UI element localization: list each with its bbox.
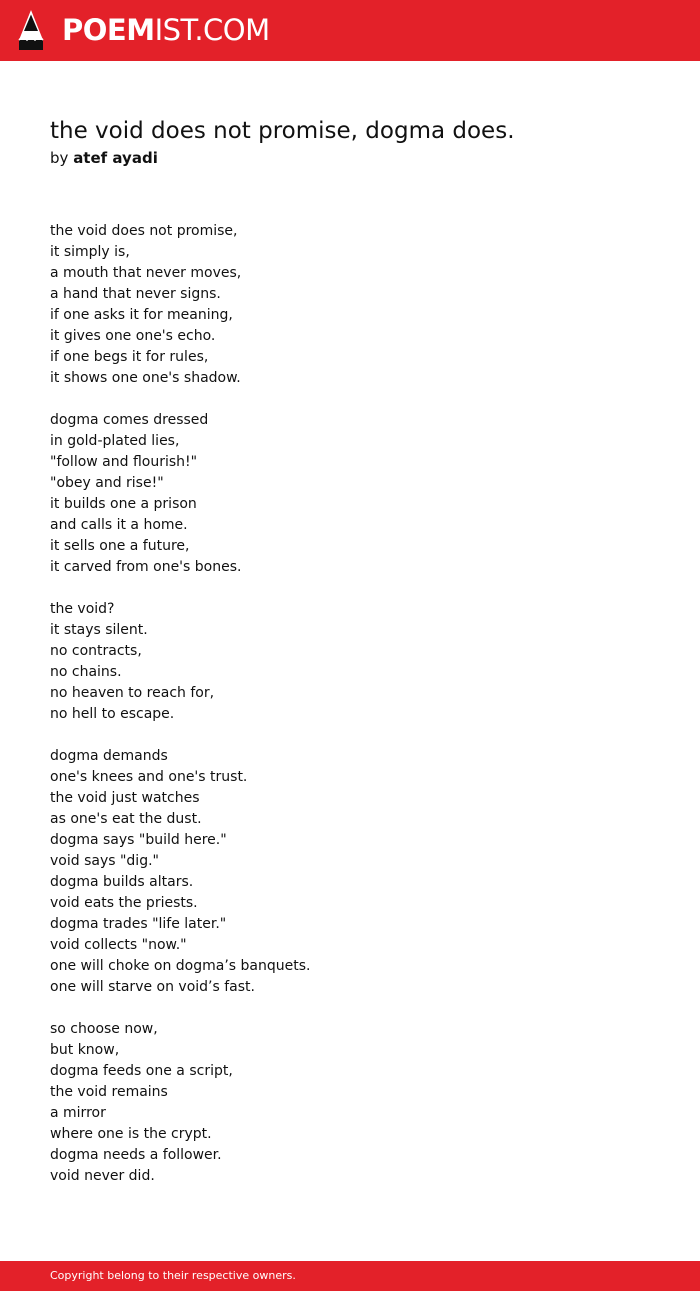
- poem-line: a mirror: [50, 1105, 106, 1121]
- stanza: [50, 1019, 670, 1187]
- poem-line: so choose now,: [50, 1021, 158, 1037]
- poem-line: it sells one a future,: [50, 538, 190, 554]
- site-footer: [0, 1261, 700, 1291]
- poem-title: the void does not promise, dogma does.: [50, 118, 515, 144]
- poem-body: [50, 221, 670, 1187]
- stanza: [50, 221, 670, 389]
- poem-line: void says "dig.": [50, 853, 159, 869]
- poem-line: dogma builds altars.: [50, 874, 194, 890]
- poem-line: it shows one one's shadow.: [50, 370, 241, 386]
- poem-line: a hand that never signs.: [50, 286, 221, 302]
- site-wordmark: [62, 9, 270, 51]
- poem-line: one will choke on dogma’s banquets.: [50, 958, 311, 974]
- poem-line: it carved from one's bones.: [50, 559, 242, 575]
- site-header: [0, 0, 700, 61]
- poem-line: a mouth that never moves,: [50, 265, 242, 281]
- poem-line: but know,: [50, 1042, 120, 1058]
- poem-line: if one begs it for rules,: [50, 349, 209, 365]
- stanza: [50, 410, 670, 578]
- poem-line: it builds one a prison: [50, 496, 197, 512]
- poem-line: as one's eat the dust.: [50, 811, 202, 827]
- stanza: [50, 599, 670, 725]
- poem-line: dogma feeds one a script,: [50, 1063, 233, 1079]
- poem-line: one's knees and one's trust.: [50, 769, 248, 785]
- poem-line: dogma trades "life later.": [50, 916, 227, 932]
- poem-line: one will starve on void’s fast.: [50, 979, 255, 995]
- stanza: [50, 746, 670, 998]
- poem-line: and calls it a home.: [50, 517, 188, 533]
- copyright-notice: Copyright belong to their respective owners.: [50, 1269, 296, 1282]
- poem-line: no hell to escape.: [50, 706, 175, 722]
- poem-line: void collects "now.": [50, 937, 187, 953]
- poem-line: the void just watches: [50, 790, 200, 806]
- poem-line: the void does not promise,: [50, 223, 238, 239]
- poem-line: no heaven to reach for,: [50, 685, 215, 701]
- wordmark-bold: POEM: [62, 13, 155, 47]
- site-logo-link[interactable]: [18, 9, 270, 51]
- poem-line: void eats the priests.: [50, 895, 198, 911]
- poem-line: "follow and flourish!": [50, 454, 198, 470]
- poem-line: it simply is,: [50, 244, 130, 260]
- poem-line: no contracts,: [50, 643, 142, 659]
- poem-line: the void remains: [50, 1084, 168, 1100]
- poem-line: the void?: [50, 601, 115, 617]
- poem-line: dogma comes dressed: [50, 412, 209, 428]
- poem-line: dogma says "build here.": [50, 832, 227, 848]
- poem-line: "obey and rise!": [50, 475, 164, 491]
- byline: [50, 147, 670, 169]
- poem-line: in gold-plated lies,: [50, 433, 180, 449]
- author-name: atef ayadi: [73, 149, 158, 167]
- poem-line: no chains.: [50, 664, 122, 680]
- wordmark-light: IST.COM: [154, 13, 270, 47]
- poem-line: where one is the crypt.: [50, 1126, 212, 1142]
- poem-article: [50, 114, 670, 1208]
- poem-line: dogma needs a follower.: [50, 1147, 222, 1163]
- poem-line: dogma demands: [50, 748, 168, 764]
- poem-line: void never did.: [50, 1168, 155, 1184]
- poem-line: it gives one one's echo.: [50, 328, 216, 344]
- poem-line: it stays silent.: [50, 622, 148, 638]
- byline-prefix: by: [50, 149, 69, 167]
- poem-line: if one asks it for meaning,: [50, 307, 233, 323]
- pencil-icon: [18, 9, 44, 51]
